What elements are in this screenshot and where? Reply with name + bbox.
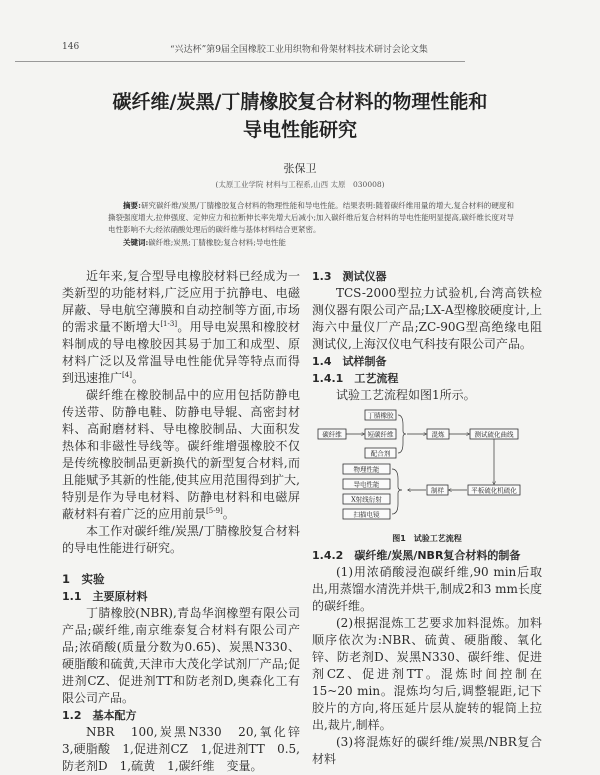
- node-electrical-properties: [343, 479, 390, 489]
- step-1: (1)用浓硝酸浸泡碳纤维,90 min后取出,用蒸馏水清洗并烘干,制成2和3 mm长度的碳纤维。: [312, 565, 542, 613]
- svg-text:碳纤维: 碳纤维: [322, 430, 342, 439]
- page-number: 146: [62, 42, 80, 52]
- section-heading-1-4: 1.4 试样制备: [312, 355, 387, 368]
- formula-paragraph: NBR 100,炭黑N330 20,氧化锌 3,硬脂酸 1,促进剂CZ 1,促进剂TT 0.5,防老剂D 1,硫黄 1,碳纤维 变量。: [62, 725, 313, 773]
- header-rule: [15, 61, 465, 62]
- abstract: [108, 200, 514, 236]
- node-additives: [365, 448, 396, 458]
- text: 近年来,复合型导电橡胶材料已经成为一类新型的功能材料,广泛应用于抗静电、电磁屏蔽、导电航空薄膜和自动控制等方面,市场的需求量不断增大: [62, 269, 300, 334]
- svg-text:扫描电镜: 扫描电镜: [353, 510, 380, 519]
- svg-text:X射线衍射: X射线衍射: [351, 495, 382, 504]
- svg-text:导电性能: 导电性能: [353, 480, 380, 489]
- svg-text:测试硫化曲线: 测试硫化曲线: [474, 430, 514, 439]
- step-3: (3)将混炼好的碳纤维/炭黑/NBR复合材料: [312, 735, 542, 766]
- section-heading-1-1: 1.1 主要原材料: [62, 590, 148, 603]
- text: 。: [131, 371, 144, 385]
- node-xrd: [343, 494, 390, 504]
- node-sample-prep: [427, 485, 448, 495]
- node-short-carbon-fiber: [365, 429, 396, 439]
- abstract-block: [108, 200, 514, 249]
- citation: [1-3]: [160, 320, 178, 328]
- abstract-text: 研究碳纤维/炭黑/丁腈橡胶复合材料的物理性能和导电性能。结果表明:随着碳纤维用量的增大,复合材料的硬度和撕裂强度增大,拉伸强度、定伸应力和拉断伸长率先增大后减小;加入碳纤维后复合材料的导电性能明显提高,碳纤维长度对导电性影响不大;经浓硝酸处理后的碳纤维与基体材料结合更紧密。: [108, 201, 514, 234]
- node-nbr: [365, 410, 396, 420]
- intro-paragraph-2: [62, 387, 300, 523]
- text: 碳纤维在橡胶制品中的应用包括防静电传送带、防静电鞋、防静电导辊、高密封材料、高耐磨材料、导电橡胶制品、大面积发热体和非磁性导线等。碳纤维增强橡胶不仅是传统橡胶制品更新换代的新型复合材料,而且能赋予其新的性能,使其应用范围得到扩大,特别是作为导电材料、防静电材料和电磁屏蔽材料有着广泛的应用前景: [62, 388, 300, 521]
- text: 。: [222, 507, 235, 521]
- node-carbon-fiber: [318, 429, 346, 439]
- process-flow-diagram: [310, 408, 535, 533]
- section-heading-1-4-1: 1.4.1 工艺流程: [312, 372, 399, 385]
- keywords-label: 关键词:: [123, 238, 149, 247]
- citation: [4]: [122, 371, 132, 379]
- section-heading-1: 1 实验: [62, 572, 105, 586]
- node-press-cure: [468, 485, 520, 495]
- section-heading-1-4-2: 1.4.2 碳纤维/炭黑/NBR复合材料的制备: [312, 549, 521, 562]
- affiliation: (太原工业学院 材料与工程系,山西 太原 030008): [215, 180, 385, 189]
- intro-paragraph-3: 本工作对碳纤维/炭黑/丁腈橡胶复合材料的导电性能进行研究。: [62, 524, 300, 555]
- node-sem: [343, 509, 390, 519]
- svg-text:混炼: 混炼: [431, 430, 445, 439]
- title-line-1: 碳纤维/炭黑/丁腈橡胶复合材料的物理性能和: [112, 91, 488, 113]
- svg-text:平板硫化机硫化: 平板硫化机硫化: [471, 486, 517, 495]
- brace: [392, 469, 402, 514]
- keywords: [108, 237, 514, 249]
- brace: [398, 415, 406, 453]
- left-column: [62, 268, 313, 775]
- figure-caption: 图1 试验工艺流程: [392, 534, 462, 543]
- right-column: [312, 268, 542, 768]
- text: 。用导电炭黑和橡胶材料制成的导电橡胶因其易于加工和成型、原材料广泛以及常温导电性能优异等特点而得到迅速推广: [62, 320, 300, 385]
- citation: [5-9]: [206, 507, 223, 515]
- step-2: (2)根据混炼工艺要求加料混炼。加料顺序依次为:NBR、硫黄、硬脂酸、氧化锌、防老剂D、炭黑N330、碳纤维、促进剂CZ、促进剂TT。混炼时间控制在15~20 min。混炼均匀后,调整辊距,记下胶片的方向,将压延片层从旋转的辊筒上拉出,裁片,制样。: [312, 616, 542, 732]
- keywords-text: 碳纤维;炭黑;丁腈橡胶;复合材料;导电性能: [148, 238, 286, 247]
- running-header: “兴达杯”第9届全国橡胶工业用织物和骨架材料技术研讨会论文集: [170, 45, 428, 55]
- section-heading-1-3: 1.3 测试仪器: [312, 270, 387, 283]
- materials-paragraph: 丁腈橡胶(NBR),青岛华润橡塑有限公司产品;碳纤维,南京维泰复合材料有限公司产品;浓硝酸(质量分数为0.65)、炭黑N330、硬脂酸和硫黄,天津市大茂化学试剂厂产品;促进剂CZ、促进剂TT和防老剂D,奥森化工有限公司产品。: [62, 606, 300, 705]
- paper-title: [0, 88, 600, 144]
- node-cure-curve: [470, 429, 518, 439]
- intro-paragraph-1: [62, 268, 300, 387]
- svg-text:配合剂: 配合剂: [370, 449, 391, 458]
- section-heading-1-2: 1.2 基本配方: [62, 709, 137, 722]
- author: 张保卫: [283, 162, 317, 175]
- svg-text:制样: 制样: [431, 486, 444, 495]
- title-line-2: 导电性能研究: [242, 119, 357, 141]
- svg-text:短碳纤维: 短碳纤维: [367, 430, 394, 439]
- process-paragraph: 试验工艺流程如图1所示。: [336, 388, 476, 402]
- node-physical-properties: [343, 464, 390, 474]
- svg-text:丁腈橡胶: 丁腈橡胶: [367, 411, 394, 420]
- abstract-label: 摘要:: [123, 201, 141, 210]
- svg-text:物理性能: 物理性能: [353, 465, 380, 474]
- instruments-paragraph: TCS-2000型拉力试验机,台湾高铁检测仪器有限公司产品;LX-A型橡胶硬度计,上海六中量仪厂产品;ZC-90G型高绝缘电阻测试仪,上海汉仪电气科技有限公司产品。: [312, 286, 542, 351]
- node-mixing: [427, 429, 449, 439]
